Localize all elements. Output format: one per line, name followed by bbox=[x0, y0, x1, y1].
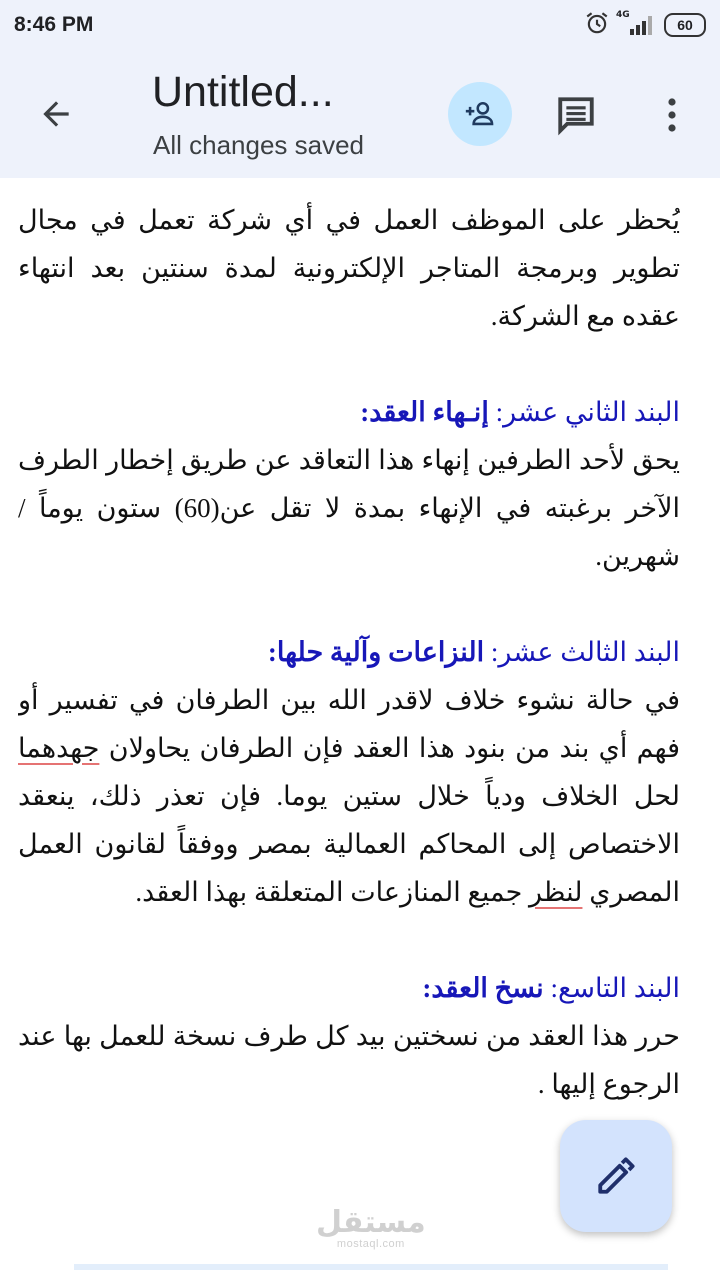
app-bar bbox=[0, 52, 720, 178]
document-title[interactable]: Untitled... bbox=[152, 68, 334, 116]
intro-paragraph: يُحظر على الموظف العمل في أي شركة تعمل في مجال تطوير وبرمجة المتاجر الإلكترونية لمدة سنتين بعد انتهاء عقده مع الشركة. bbox=[18, 205, 680, 331]
clause-9-prefix: البند التاسع: bbox=[543, 973, 680, 1003]
clause-13-prefix: البند الثالث عشر: bbox=[484, 637, 680, 667]
watermark-latin: mostaql.com bbox=[336, 1238, 405, 1250]
clause-9-body: حرر هذا العقد من نسختين بيد كل طرف نسخة للعمل بها عند الرجوع إليها . bbox=[18, 1021, 680, 1099]
spelling-flag[interactable]: جهدهما bbox=[18, 733, 100, 763]
battery-indicator: 60 bbox=[664, 13, 706, 37]
more-vert-icon bbox=[666, 96, 678, 134]
comments-button[interactable] bbox=[550, 90, 602, 140]
alarm-icon bbox=[584, 10, 610, 40]
page-bottom-edge bbox=[74, 1264, 668, 1270]
clause-12-title: إنـهاء العقد: bbox=[360, 397, 489, 427]
status-bar bbox=[0, 0, 720, 52]
spelling-flag[interactable]: لنظر bbox=[529, 877, 583, 907]
clause-13-body-part1: في حالة نشوء خلاف لاقدر الله بين الطرفان في تفسير أو فهم أي بند من بنود هذا العقد فإن الطرفان يحاولان bbox=[18, 685, 680, 763]
arrow-left-icon bbox=[37, 95, 75, 133]
clause-12-prefix: البند الثاني عشر: bbox=[488, 397, 680, 427]
pencil-icon bbox=[595, 1155, 637, 1197]
clause-12-heading bbox=[18, 388, 680, 436]
document-body[interactable] bbox=[18, 196, 680, 1266]
watermark-arabic: مستقل bbox=[316, 1205, 426, 1240]
status-time: 8:46 PM bbox=[14, 13, 94, 36]
clause-13-body-part2: لحل الخلاف ودياً خلال ستين يوما. فإن تعذر ذلك، ينعقد الاختصاص إلى المحاكم العمالية بمصر ووفقاً لقانون العمل المصري bbox=[18, 781, 680, 907]
watermark-logo bbox=[316, 1205, 426, 1250]
status-icons bbox=[584, 10, 706, 40]
clause-9-title: نسخ العقد: bbox=[422, 973, 544, 1003]
clause-13-body-part3: جميع المنازعات المتعلقة بهذا العقد. bbox=[135, 877, 530, 907]
clause-13-body bbox=[18, 676, 680, 916]
signal-icon bbox=[616, 10, 654, 37]
clause-13-heading bbox=[18, 628, 680, 676]
person-add-icon bbox=[463, 97, 497, 131]
comment-icon bbox=[554, 94, 598, 136]
clause-13-title: النزاعات وآلية حلها: bbox=[267, 637, 485, 667]
back-button[interactable] bbox=[34, 92, 78, 136]
more-options-button[interactable] bbox=[652, 90, 692, 140]
network-label: 4G bbox=[616, 10, 630, 20]
edit-fab-button[interactable] bbox=[560, 1120, 672, 1232]
save-status: All changes saved bbox=[153, 130, 365, 160]
clause-9-heading bbox=[18, 964, 680, 1012]
clause-12-body: يحق لأحد الطرفين إنهاء هذا التعاقد عن طريق إخطار الطرف الآخر برغبته في الإنهاء بمدة لا تقل عن(60) ستون يوماً / شهرين. bbox=[18, 445, 680, 571]
share-button[interactable] bbox=[448, 82, 512, 146]
